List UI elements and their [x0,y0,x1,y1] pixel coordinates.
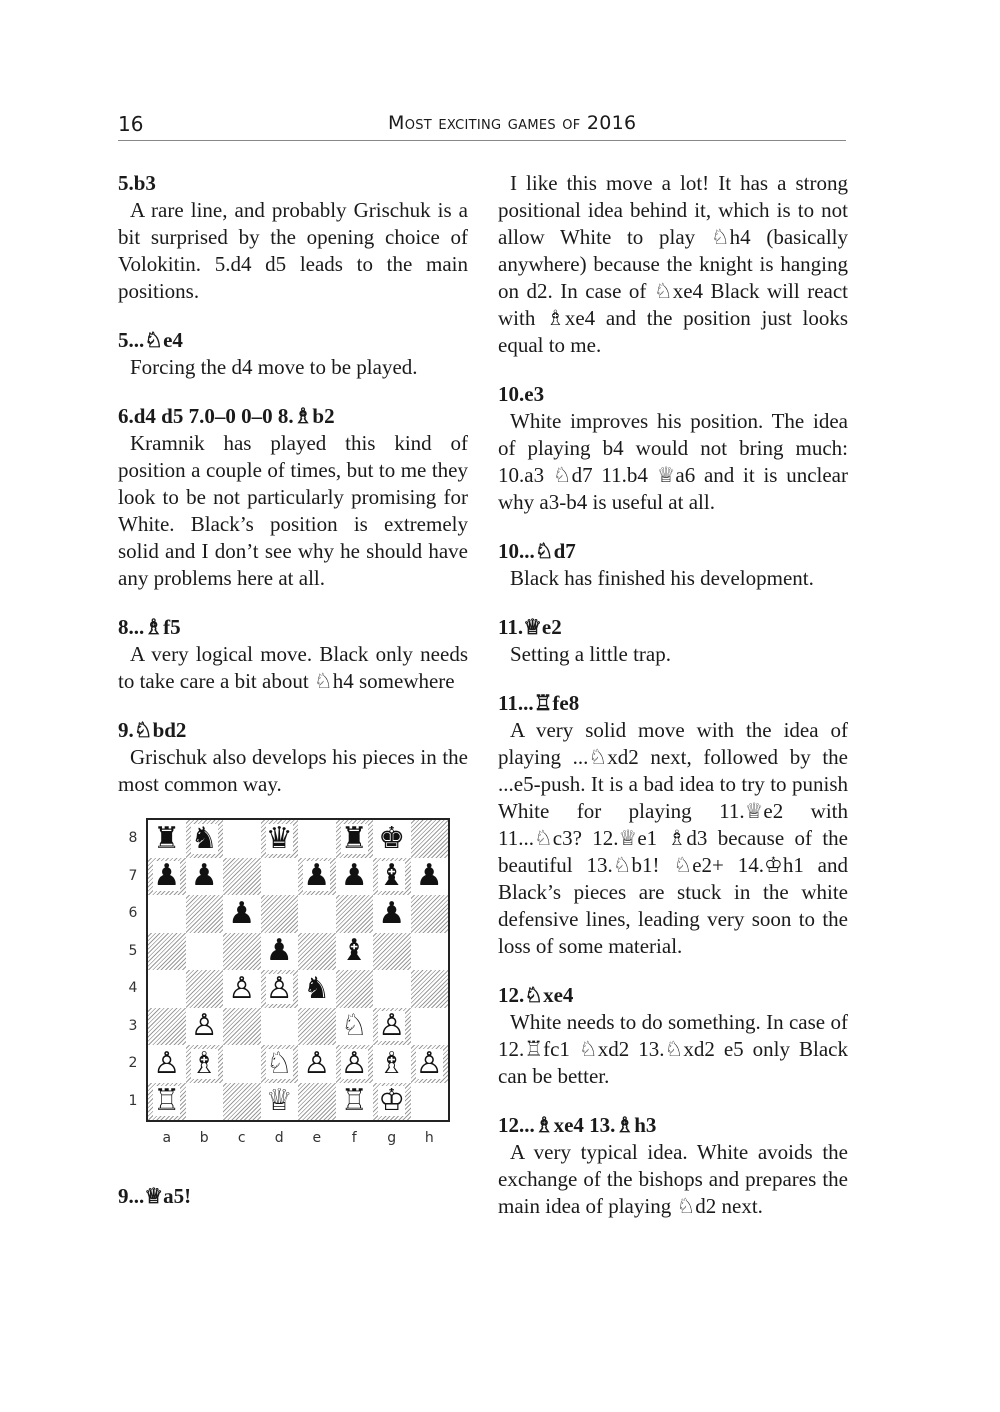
chess-piece: ♟ [415,858,443,894]
square-f1 [336,1083,374,1121]
move-heading: 9...♕a5! [118,1184,192,1208]
square-c3 [223,1008,261,1046]
chess-piece: ♔ [378,1083,406,1119]
file-label: h [424,1130,434,1146]
chess-piece: ♙ [153,1045,181,1081]
square-g6 [373,895,411,933]
page-number: 16 [118,112,144,136]
chess-piece: ♟ [153,858,181,894]
square-e5 [298,933,336,971]
file-label: a [162,1130,172,1146]
chess-piece: ♙ [415,1045,443,1081]
square-b7 [186,858,224,896]
chess-piece: ♖ [153,1083,181,1119]
left-column [118,170,468,1210]
rank-label: 2 [128,1055,138,1071]
move-heading: 12.♘xe4 [498,983,574,1007]
square-d7 [261,858,299,896]
rank-label: 1 [128,1092,138,1109]
chess-piece: ♗ [378,1045,406,1081]
square-h1 [411,1083,449,1121]
annotation-text: Setting a little trap. [510,642,671,666]
annotation-text: Kramnik has played this kind of position a couple of times, but to me they look to be not particularly promising for White. Black’s position is extremely solid and I don’t see why he should have any problems here at all. [118,431,468,590]
file-label: c [237,1130,246,1146]
move-heading: 6.d4 d5 7.0–0 0–0 8.♗b2 [118,404,335,428]
annotation-text: Grischuk also develops his pieces in the most common way. [118,745,468,796]
chess-piece: ♙ [228,970,256,1006]
move-heading: 11.♕e2 [498,615,562,639]
square-e3 [298,1008,336,1046]
square-d5 [261,933,299,971]
chess-piece: ♗ [190,1045,218,1081]
move-heading: 5.b3 [118,171,156,195]
move-heading: 5...♘e4 [118,328,183,352]
annotation-block [498,538,848,592]
square-a4 [148,970,186,1008]
square-e6 [298,895,336,933]
annotation-text: A very typical idea. White avoids the exchange of the bishops and prepares the main idea of playing ♘d2 next. [498,1140,848,1218]
square-e8 [298,820,336,858]
annotation-text: A very solid move with the idea of playing ...♘xd2 next, followed by the ...e5-push. It is a bad idea to try to punish White for playing 11.♕e2 with 11...♘c3? 12.♕e1 ♗d3 because of the beautiful 13.♘b1! ♘e2+ 14.♔h1 and Black’s pieces are stuck in the white defensive lines, leading very soon to the loss of some material. [498,718,848,958]
square-g2 [373,1045,411,1083]
right-column [498,170,848,1242]
square-a6 [148,895,186,933]
square-f8 [336,820,374,858]
square-h4 [411,970,449,1008]
square-b6 [186,895,224,933]
square-e2 [298,1045,336,1083]
square-a3 [148,1008,186,1046]
square-a5 [148,933,186,971]
square-b8 [186,820,224,858]
annotation-block [498,614,848,668]
square-h6 [411,895,449,933]
square-b5 [186,933,224,971]
rank-label: 5 [128,942,138,959]
chess-piece: ♙ [378,1008,406,1044]
square-g4 [373,970,411,1008]
square-f5 [336,933,374,971]
square-c4 [223,970,261,1008]
square-b2 [186,1045,224,1083]
square-b3 [186,1008,224,1046]
annotation-block [498,690,848,960]
square-h2 [411,1045,449,1083]
square-g7 [373,858,411,896]
chess-board [146,818,450,1122]
chess-piece: ♘ [265,1045,293,1081]
square-a2 [148,1045,186,1083]
chess-piece: ♟ [340,858,368,894]
square-e7 [298,858,336,896]
file-label: g [387,1130,397,1146]
move-heading: 9.♘bd2 [118,718,187,742]
annotation-text: A very logical move. Black only needs to take care a bit about ♘h4 somewhere [118,642,468,693]
square-f2 [336,1045,374,1083]
annotation-block [118,403,468,592]
square-a1 [148,1083,186,1121]
square-f7 [336,858,374,896]
annotation-text: A rare line, and probably Grischuk is a bit surprised by the opening choice of Volokitin. 5.d4 d5 leads to the main positions. [118,198,468,303]
annotation-text: I like this move a lot! It has a strong positional idea behind it, which is to not allow White to play ♘h4 (basically anywhere) because the knight is hanging on d2. In case of ♘xe4 Black will react with ♗xe4 and the position just looks equal to me. [498,171,848,357]
chess-piece: ♟ [228,895,256,931]
chess-piece: ♝ [340,933,368,969]
square-d2 [261,1045,299,1083]
page-header [118,112,846,141]
square-g1 [373,1083,411,1121]
chess-piece: ♘ [340,1008,368,1044]
running-title: Most exciting games of 2016 [388,112,637,134]
square-b1 [186,1083,224,1121]
square-a8 [148,820,186,858]
chess-piece: ♕ [265,1083,293,1119]
square-f6 [336,895,374,933]
chess-piece: ♝ [378,858,406,894]
move-heading: 10...♘d7 [498,539,576,563]
chess-piece: ♞ [190,820,218,856]
annotation-block [498,170,848,359]
square-g5 [373,933,411,971]
rank-label: 3 [128,1017,138,1034]
chess-piece: ♛ [265,820,293,856]
file-label: b [199,1130,209,1146]
chess-diagram [118,810,468,1155]
square-e4 [298,970,336,1008]
square-g8 [373,820,411,858]
chess-piece: ♙ [190,1008,218,1044]
annotation-block [498,982,848,1090]
chess-piece: ♙ [265,970,293,1006]
square-c5 [223,933,261,971]
chess-piece: ♞ [303,970,331,1006]
square-h8 [411,820,449,858]
chess-piece: ♚ [378,820,406,856]
annotation-block [118,170,468,305]
chess-piece: ♙ [303,1045,331,1081]
file-label: f [351,1130,357,1146]
square-h3 [411,1008,449,1046]
square-a7 [148,858,186,896]
square-e1 [298,1083,336,1121]
annotation-block [118,327,468,381]
annotation-text: White needs to do something. In case of 12.♖fc1 ♘xd2 13.♘xd2 e5 only Black can be better. [498,1010,848,1088]
move-heading: 12...♗xe4 13.♗h3 [498,1113,657,1137]
chess-piece: ♟ [303,858,331,894]
square-h7 [411,858,449,896]
square-d3 [261,1008,299,1046]
annotation-block [498,1112,848,1220]
rank-label: 7 [128,867,138,884]
square-h5 [411,933,449,971]
square-c1 [223,1083,261,1121]
annotation-text: Forcing the d4 move to be played. [130,355,418,379]
square-c2 [223,1045,261,1083]
chess-piece: ♟ [190,858,218,894]
square-g3 [373,1008,411,1046]
square-d8 [261,820,299,858]
file-label: d [274,1130,284,1146]
file-label: e [312,1130,322,1146]
annotation-block [118,614,468,695]
chess-piece: ♙ [340,1045,368,1081]
rank-label: 8 [128,830,138,846]
square-f4 [336,970,374,1008]
chess-piece: ♟ [378,895,406,931]
chess-piece: ♟ [265,933,293,969]
move-heading: 8...♗f5 [118,615,181,639]
rank-label: 6 [128,905,138,921]
square-c6 [223,895,261,933]
square-c7 [223,858,261,896]
move-heading: 11...♖fe8 [498,691,580,715]
square-d4 [261,970,299,1008]
square-b4 [186,970,224,1008]
chess-piece: ♜ [340,820,368,856]
chess-piece: ♖ [340,1083,368,1119]
move-heading: 10.e3 [498,382,545,406]
annotation-text: White improves his position. The idea of playing b4 would not bring much: 10.a3 ♘d7 11.b4 ♕a6 and it is unclear why a3-b4 is useful at all. [498,409,848,514]
annotation-block [498,381,848,516]
rank-label: 4 [128,980,138,996]
annotation-text: Black has finished his development. [510,566,814,590]
annotation-block [118,717,468,798]
square-d6 [261,895,299,933]
square-f3 [336,1008,374,1046]
chess-piece: ♜ [153,820,181,856]
square-c8 [223,820,261,858]
square-d1 [261,1083,299,1121]
